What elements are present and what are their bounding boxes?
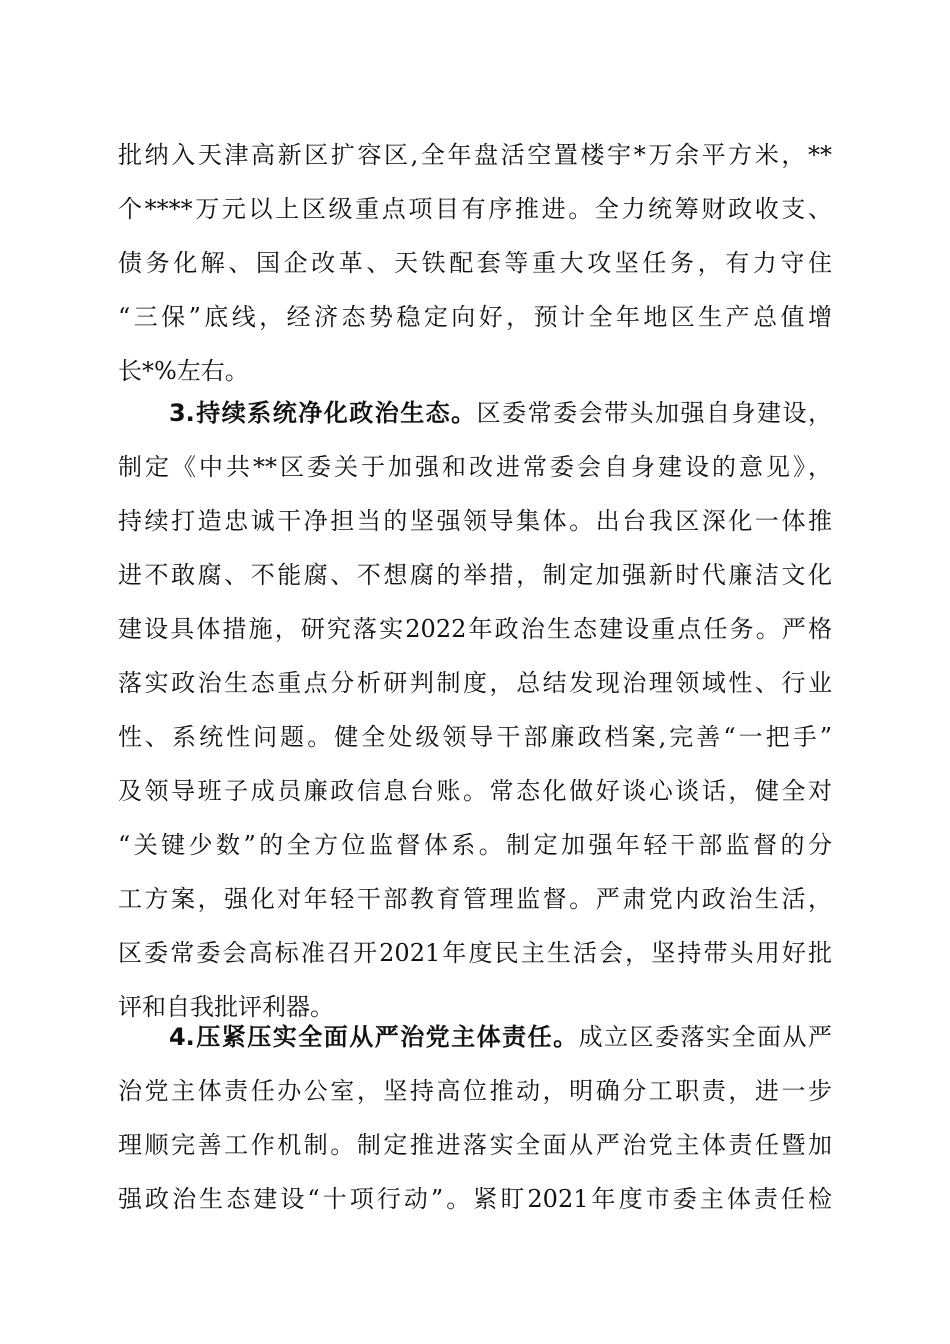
text-line-rest: 成立区委落实全面从严 [578, 1023, 832, 1051]
text-line: “关键少数”的全方位监督体系。制定加强年轻干部监督的分 [118, 831, 832, 859]
text-line: 区委常委会高标准召开2021年度民主生活会，坚持带头用好批 [118, 939, 832, 967]
text-line: 长*%左右。 [118, 357, 249, 385]
text-line: 批纳入天津高新区扩容区,全年盘活空置楼宇*万余平方米，** [118, 141, 832, 169]
text-line: 强政治生态建设“十项行动”。紧盯2021年度市委主体责任检 [118, 1185, 832, 1213]
text-line: 个****万元以上区级重点项目有序推进。全力统筹财政收支、 [118, 195, 832, 223]
text-line: 持续打造忠诚干净担当的坚强领导集体。出台我区深化一体推 [118, 507, 832, 535]
text-line: 落实政治生态重点分析研判制度，总结发现治理领域性、行业 [118, 669, 832, 697]
text-line: 工方案，强化对年轻干部教育管理监督。严肃党内政治生活， [118, 885, 832, 913]
text-line: 建设具体措施，研究落实2022年政治生态建设重点任务。严格 [118, 615, 832, 643]
text-line [118, 1010, 832, 1064]
text-line [118, 386, 832, 440]
text-line: 及领导班子成员廉政信息台账。常态化做好谈心谈话，健全对 [118, 777, 832, 805]
text-line: 债务化解、国企改革、天铁配套等重大攻坚任务，有力守住 [118, 249, 832, 277]
text-line: 评和自我批评利器。 [118, 993, 334, 1021]
paragraph-party-responsibility [118, 1010, 832, 1226]
text-line: 制定《中共**区委关于加强和改进常委会自身建设的意见》， [118, 453, 832, 481]
text-line: 进不敢腐、不能腐、不想腐的举措，制定加强新时代廉洁文化 [118, 561, 832, 589]
text-line: “三保”底线，经济态势稳定向好，预计全年地区生产总值增 [118, 303, 832, 331]
paragraph-political-ecology [118, 386, 832, 1034]
section-heading-3: 3.持续系统净化政治生态。 [168, 399, 477, 427]
paragraph-economy [118, 128, 832, 398]
text-line: 性、系统性问题。健全处级领导干部廉政档案,完善“一把手” [118, 723, 832, 751]
section-heading-4: 4.压紧压实全面从严治党主体责任。 [168, 1023, 579, 1051]
text-line-rest: 区委常委会带头加强自身建设， [476, 399, 832, 427]
text-line: 理顺完善工作机制。制定推进落实全面从严治党主体责任暨加 [118, 1131, 832, 1159]
text-line: 治党主体责任办公室，坚持高位推动，明确分工职责，进一步 [118, 1077, 832, 1105]
